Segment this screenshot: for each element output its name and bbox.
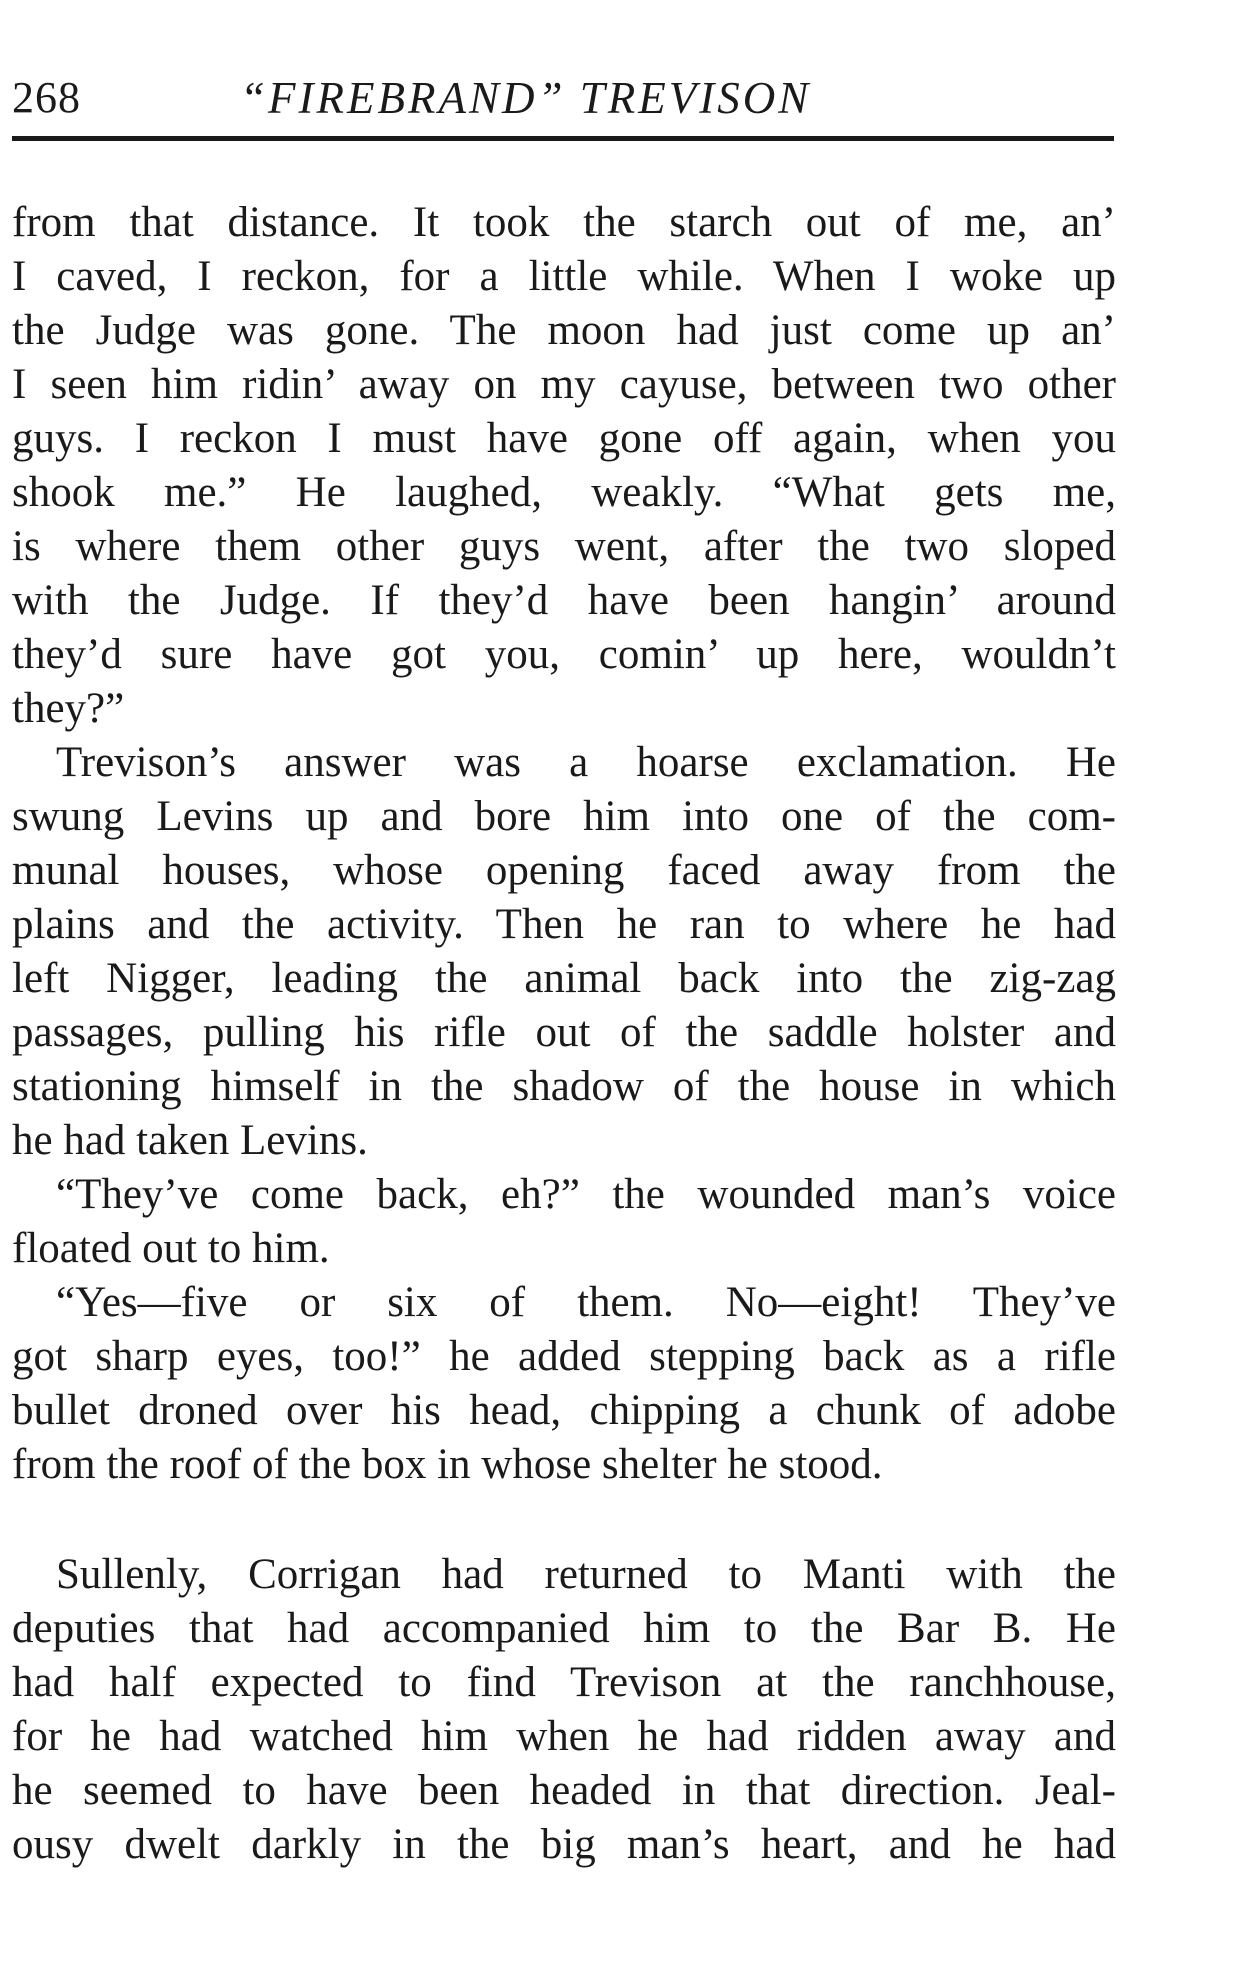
text-line: from the roof of the box in whose shelter he stood. (12, 1441, 883, 1488)
text-line: they?” (12, 685, 125, 732)
text-line: for he had watched him when he had ridden away and (12, 1713, 1116, 1760)
text-line: “They’ve come back, eh?” the wounded man’s voice (56, 1171, 1116, 1218)
body-text-section-1 (12, 196, 1116, 1492)
text-line: shook me.” He laughed, weakly. “What gets me, (12, 469, 1116, 516)
text-line: with the Judge. If they’d have been hangin’ around (12, 577, 1116, 624)
text-line: “Yes—five or six of them. No—eight! They’ve (56, 1279, 1116, 1326)
text-line: they’d sure have got you, comin’ up here, wouldn’t (12, 631, 1116, 678)
page-number: 268 (12, 73, 81, 122)
running-title: “FIREBRAND” TREVISON (240, 73, 812, 123)
body-text-section-2 (12, 1548, 1116, 1872)
text-line: munal houses, whose opening faced away from the (12, 847, 1116, 894)
text-line: guys. I reckon I must have gone off again, when you (12, 415, 1116, 462)
text-line: I seen him ridin’ away on my cayuse, between two other (12, 361, 1116, 408)
text-line: stationing himself in the shadow of the house in which (12, 1063, 1116, 1110)
text-line: floated out to him. (12, 1225, 330, 1272)
text-line: the Judge was gone. The moon had just come up an’ (12, 307, 1116, 354)
text-line: he seemed to have been headed in that direction. Jeal- (12, 1767, 1116, 1814)
text-line: plains and the activity. Then he ran to where he had (12, 901, 1116, 948)
text-line: ousy dwelt darkly in the big man’s heart, and he had (12, 1821, 1116, 1868)
text-line: he had taken Levins. (12, 1117, 368, 1164)
text-line: is where them other guys went, after the two sloped (12, 523, 1116, 570)
text-line: Sullenly, Corrigan had returned to Manti with the (56, 1551, 1116, 1598)
text-line: passages, pulling his rifle out of the saddle holster and (12, 1009, 1116, 1056)
header-rule (12, 136, 1114, 141)
page-header (12, 72, 1112, 132)
text-line: got sharp eyes, too!” he added stepping back as a rifle (12, 1333, 1116, 1380)
text-line: Trevison’s answer was a hoarse exclamation. He (56, 739, 1116, 786)
text-line: bullet droned over his head, chipping a chunk of adobe (12, 1387, 1116, 1434)
text-line: swung Levins up and bore him into one of the com- (12, 793, 1116, 840)
text-line: I caved, I reckon, for a little while. When I woke up (12, 253, 1116, 300)
text-line: deputies that had accompanied him to the Bar B. He (12, 1605, 1116, 1652)
text-line: from that distance. It took the starch out of me, an’ (12, 199, 1116, 246)
text-line: had half expected to find Trevison at the ranchhouse, (12, 1659, 1116, 1706)
text-line: left Nigger, leading the animal back into the zig-zag (12, 955, 1116, 1002)
